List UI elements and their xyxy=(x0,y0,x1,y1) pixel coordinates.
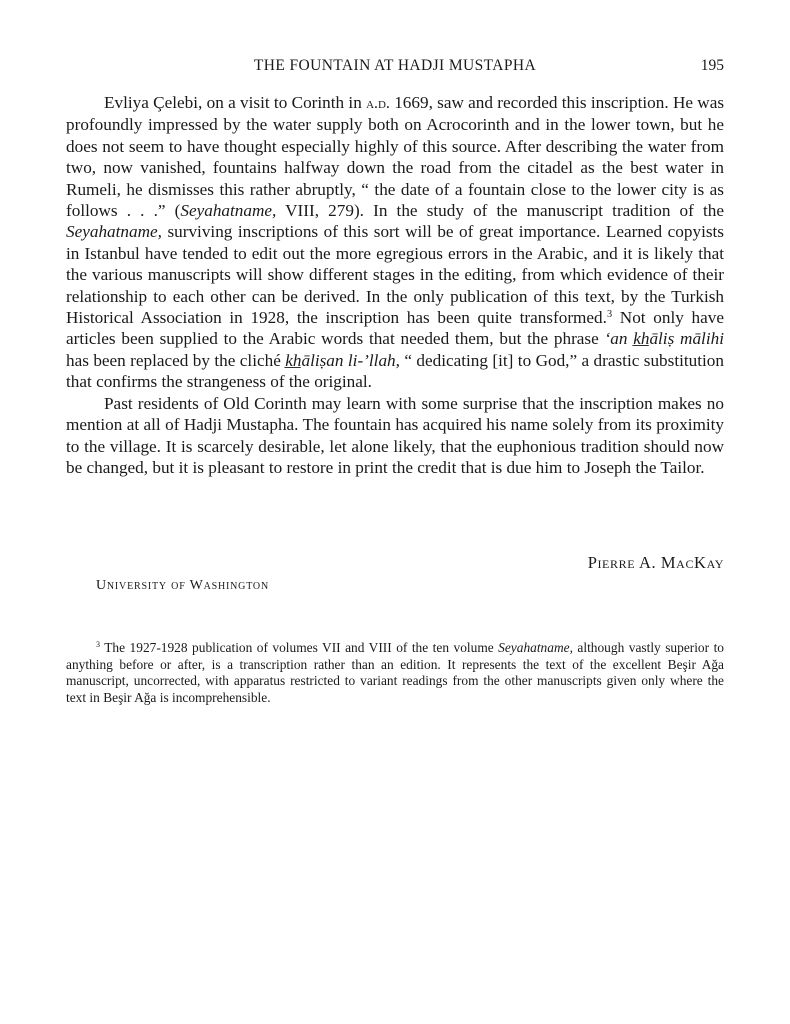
p1-text-6: has been replaced by the cliché xyxy=(66,350,286,370)
title-seyahatname: Seyahatname, xyxy=(498,640,573,655)
p1-text-4: surviving inscriptions of this sort will be of great importance. Learned copyists in Istanbul have tended to edit out the more egregious errors in the Arabic, and it is likely that the various manuscripts will show different stages in the editing, from which evidence of their relationship to each other can be derived. In the only publication of this text, by the Turkish Historical Association in 1928, the inscription has been quite transformed. xyxy=(66,222,724,328)
p1-text-3: VIII, 279). In the study of the manuscript tradition of the xyxy=(276,201,725,221)
arabic-phrase-cliche: k̲h̲āliṣan li-’llah, xyxy=(285,350,400,370)
title-seyahatname: Seyahatname, xyxy=(66,222,162,242)
p1-text-5: Not only have articles been supplied to the Arabic words that needed them, but the phrase xyxy=(66,308,724,349)
author-affiliation: University of Washington xyxy=(96,578,269,593)
era-abbreviation: a.d. xyxy=(366,95,390,112)
article-body xyxy=(66,92,724,478)
footnote-text xyxy=(66,640,724,706)
title-seyahatname: Seyahatname, xyxy=(180,201,277,221)
running-header xyxy=(66,57,724,79)
p1-text-1: Evliya Çelebi, on a visit to Corinth in xyxy=(104,93,367,112)
author-signature: Pierre A. MacKay xyxy=(587,553,724,572)
paragraph-1 xyxy=(66,92,724,393)
footnote-3 xyxy=(66,640,724,706)
running-title: THE FOUNTAIN AT HADJI MUSTAPHA xyxy=(253,57,537,74)
footnote-marker: 3 xyxy=(96,640,101,650)
footnote-reference: 3 xyxy=(606,308,613,320)
page-number: 195 xyxy=(700,57,724,74)
p1-text-2: 1669, saw and recorded this inscription. He was profoundly impressed by the water supply both on Acrocorinth and in the lower town, but he does not seem to have thought especially highly of this source. After describing the water from two, now vanished, fountains halfway down the road from the citadel as the best water in Rumeli, he dismisses this rather abruptly, “ the date of a fountain close to the lower city is as follows . . .” ( xyxy=(66,93,725,221)
paragraph-2: Past residents of Old Corinth may learn with some surprise that the inscription makes no mention at all of Hadji Mustapha. The fountain has acquired his name solely from its proximity to the village. It is scarcely desirable, let alone likely, that the euphonious tradition should now be changed, but it is pleasant to restore in print the credit that is due him to Joseph the Tailor. xyxy=(66,393,724,477)
footnote-text-1: The 1927-1928 publication of volumes VII and VIII of the ten volume xyxy=(100,640,499,655)
arabic-phrase-original: ‘an k̲h̲āliṣ mālihi xyxy=(604,329,724,349)
footnote-text-2: although vastly superior to anything before or after, is a transcription rather than an edition. It represents the text of the excellent Beşir Ağa manuscript, uncorrected, with apparatus restricted to variant readings from the other manuscripts given only where the text in Beşir Ağa is incomprehensible. xyxy=(66,640,724,705)
p1-text-7: “ dedicating [it] to God,” a drastic substitution that confirms the strangeness of the original. xyxy=(66,350,724,392)
